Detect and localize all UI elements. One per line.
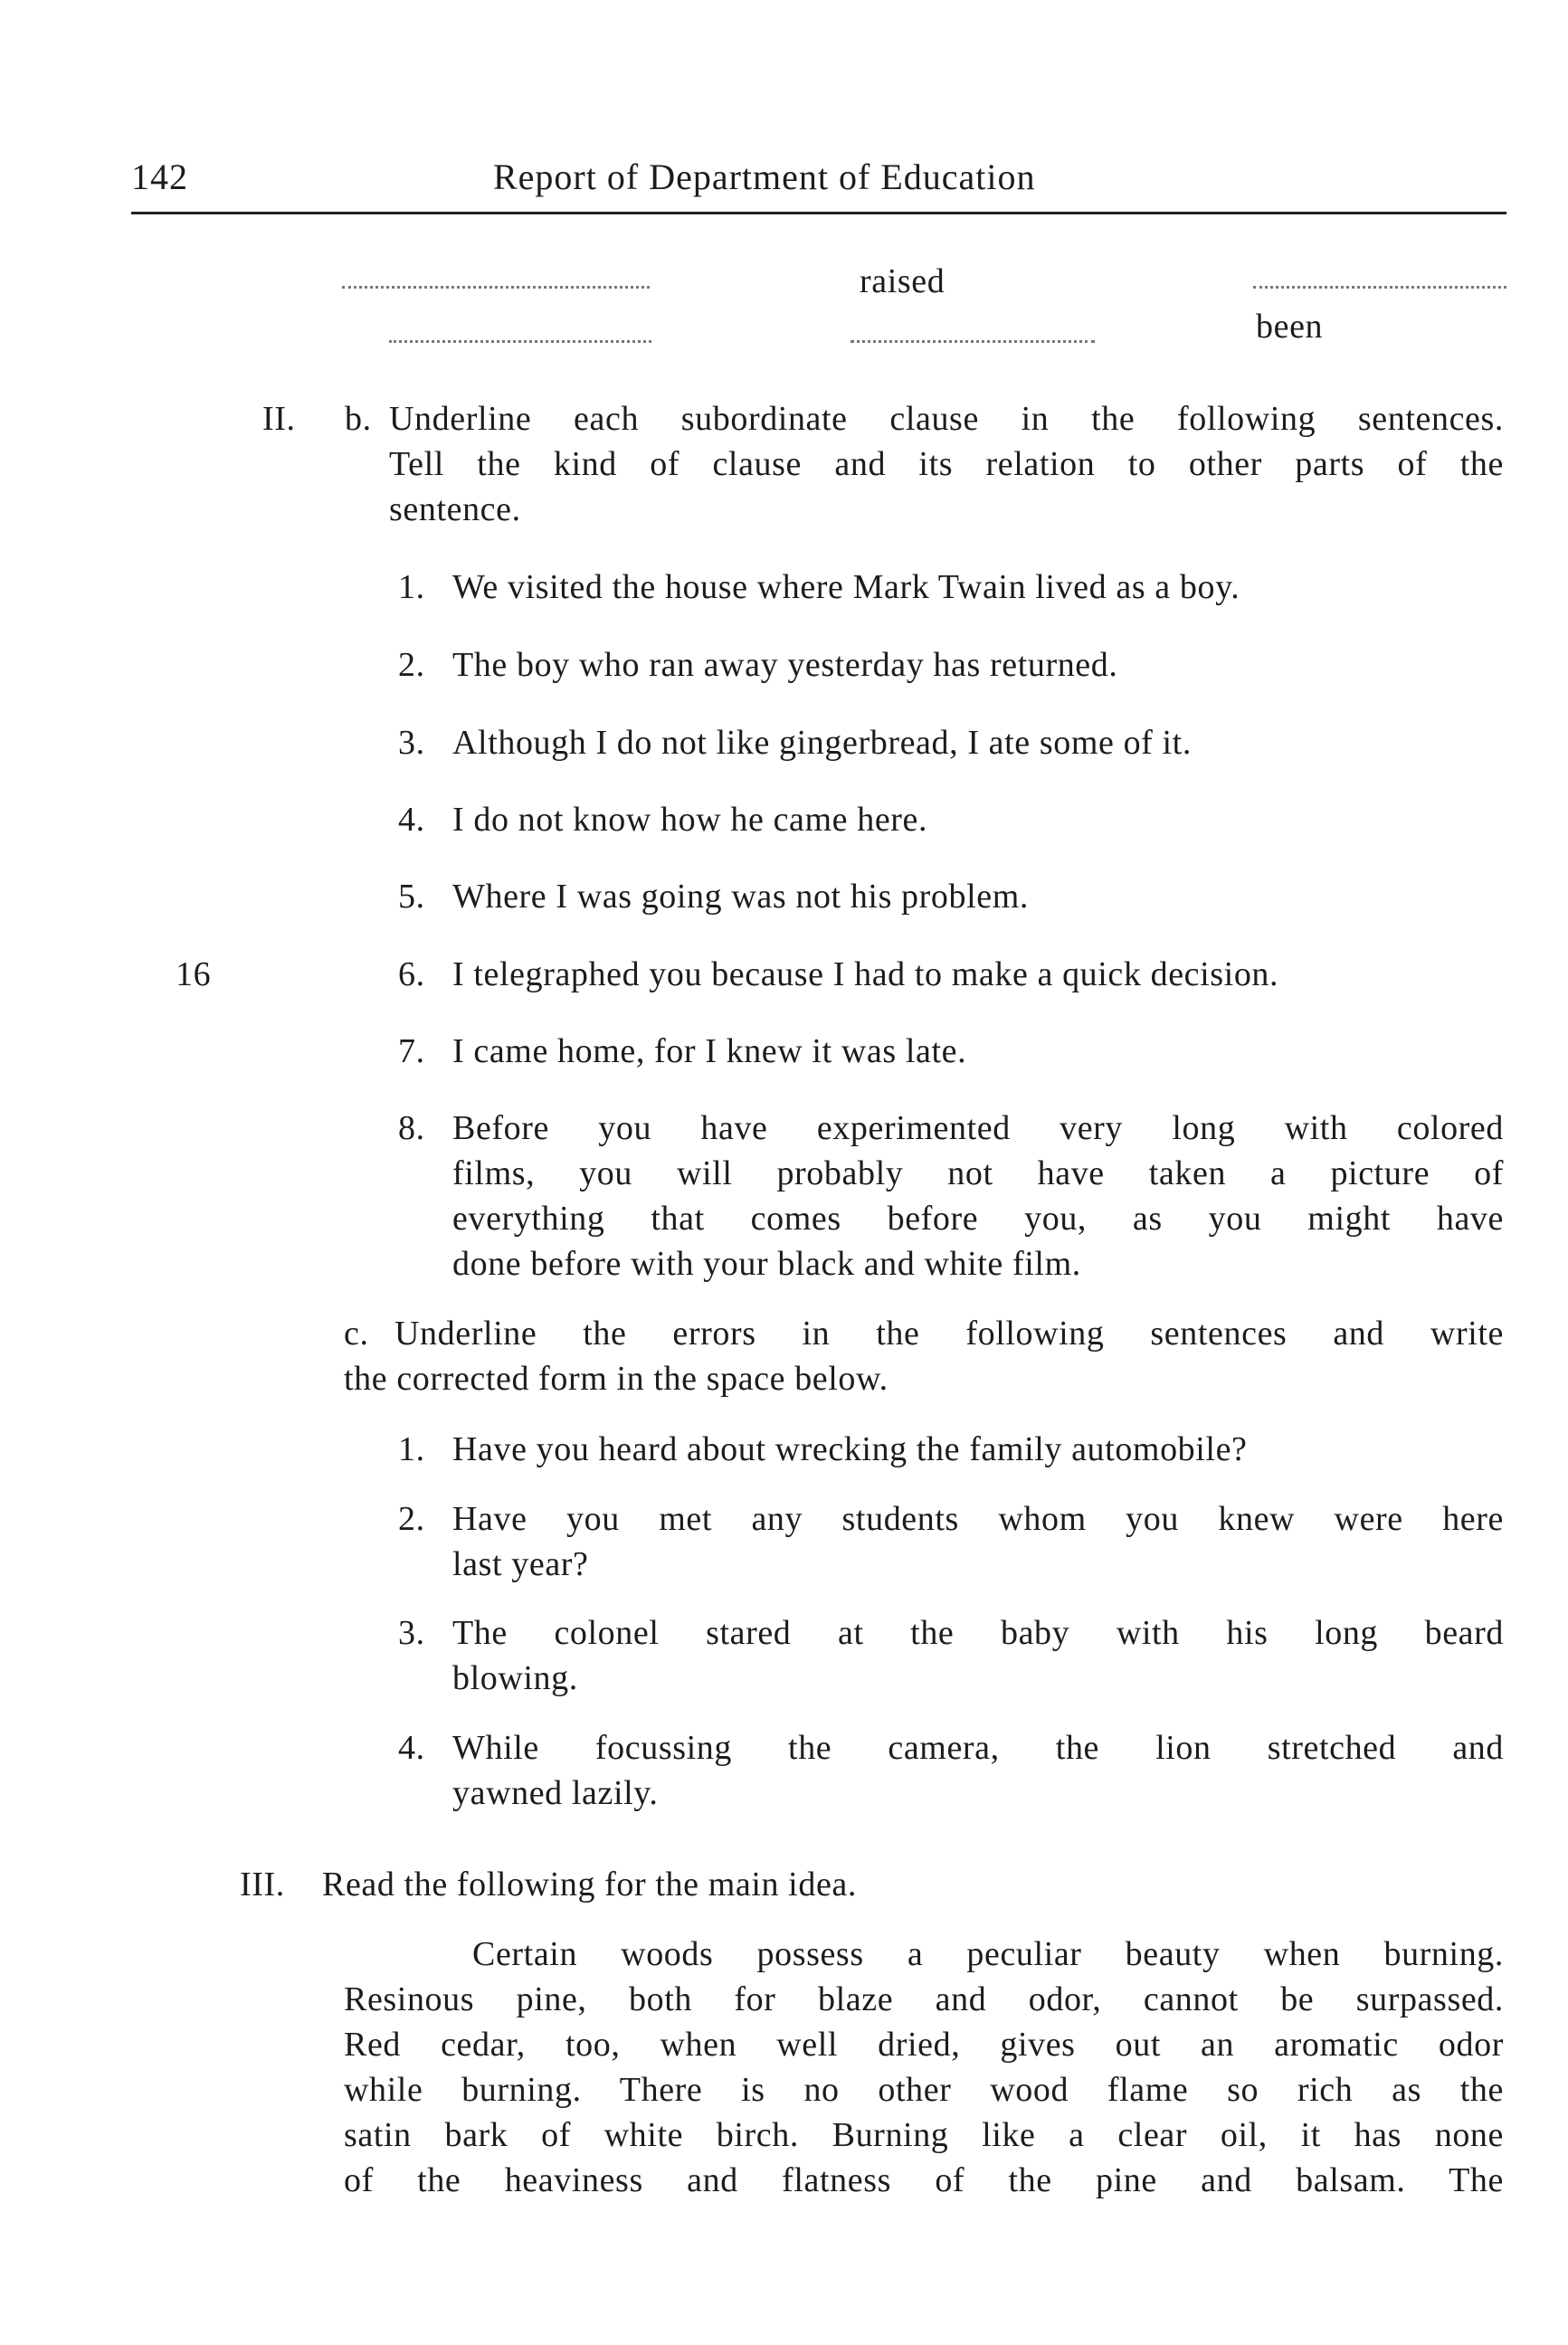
sentence-text: I do not know how he came here. <box>452 801 928 839</box>
sentence-number: 2. <box>398 646 425 684</box>
section-numeral: III. <box>240 1866 285 1904</box>
sentence-text: While focussing the camera, the lion stretched and <box>452 1729 1504 1767</box>
sentence-text: Although I do not like gingerbread, I ate some of it. <box>452 724 1192 762</box>
fill-in-blank <box>389 340 651 343</box>
paragraph-line: satin bark of white birch. Burning like a clear oil, it has none <box>344 2116 1504 2154</box>
sentence-number: 1. <box>398 1430 425 1468</box>
sentence-number: 2. <box>398 1500 425 1538</box>
sentence-text: We visited the house where Mark Twain lived as a boy. <box>452 568 1240 606</box>
sentence-text: Have you met any students whom you knew were here <box>452 1500 1504 1538</box>
instruction-line: Underline the errors in the following sentences and write <box>394 1315 1504 1353</box>
header-rule <box>131 212 1506 214</box>
sentence-text: blowing. <box>452 1659 578 1697</box>
word-been: been <box>1256 308 1324 346</box>
sentence-number: 4. <box>398 1729 425 1767</box>
sentence-number: 6. <box>398 955 425 993</box>
sentence-text: I telegraphed you because I had to make a quick decision. <box>452 955 1279 993</box>
item-label: b. <box>345 400 372 438</box>
running-title: Report of Department of Education <box>493 157 1036 197</box>
sentence-number: 5. <box>398 878 425 916</box>
sentence-text: The boy who ran away yesterday has returned. <box>452 646 1118 684</box>
section-heading: Read the following for the main idea. <box>322 1866 857 1904</box>
sentence-text: films, you will probably not have taken a picture of <box>452 1154 1504 1192</box>
sentence-number: 7. <box>398 1032 425 1070</box>
sentence-text: The colonel stared at the baby with his long beard <box>452 1614 1504 1652</box>
paragraph-line: while burning. There is no other wood flame so rich as the <box>344 2071 1504 2109</box>
margin-score: 16 <box>176 955 212 993</box>
sentence-number: 1. <box>398 568 425 606</box>
sentence-text: yawned lazily. <box>452 1774 659 1812</box>
paragraph-line: Resinous pine, both for blaze and odor, cannot be surpassed. <box>344 1980 1504 2018</box>
fill-in-blank <box>342 286 650 289</box>
sentence-text: done before with your black and white film. <box>452 1245 1081 1283</box>
sentence-text: last year? <box>452 1545 589 1583</box>
sentence-number: 3. <box>398 724 425 762</box>
fill-in-blank <box>1253 286 1506 289</box>
sentence-text: Before you have experimented very long with colored <box>452 1109 1504 1147</box>
sentence-number: 3. <box>398 1614 425 1652</box>
fill-in-blank <box>851 340 1095 343</box>
sentence-number: 8. <box>398 1109 425 1147</box>
instruction-line: the corrected form in the space below. <box>344 1360 889 1398</box>
instruction-line: Tell the kind of clause and its relation to other parts of the <box>389 445 1504 483</box>
word-raised: raised <box>860 262 946 300</box>
sentence-text: I came home, for I knew it was late. <box>452 1032 967 1070</box>
item-label: c. <box>344 1315 369 1353</box>
instruction-line: sentence. <box>389 490 521 528</box>
sentence-number: 4. <box>398 801 425 839</box>
paragraph-line: of the heaviness and flatness of the pine and balsam. The <box>344 2161 1504 2199</box>
sentence-text: Where I was going was not his problem. <box>452 878 1029 916</box>
page-number: 142 <box>131 157 188 197</box>
section-numeral: II. <box>262 400 296 438</box>
sentence-text: Have you heard about wrecking the family automobile? <box>452 1430 1248 1468</box>
instruction-line: Underline each subordinate clause in the following sentences. <box>389 400 1504 438</box>
paragraph-line: Red cedar, too, when well dried, gives out an aromatic odor <box>344 2026 1504 2064</box>
paragraph-line: Certain woods possess a peculiar beauty when burning. <box>472 1935 1504 1973</box>
sentence-text: everything that comes before you, as you might have <box>452 1200 1504 1238</box>
